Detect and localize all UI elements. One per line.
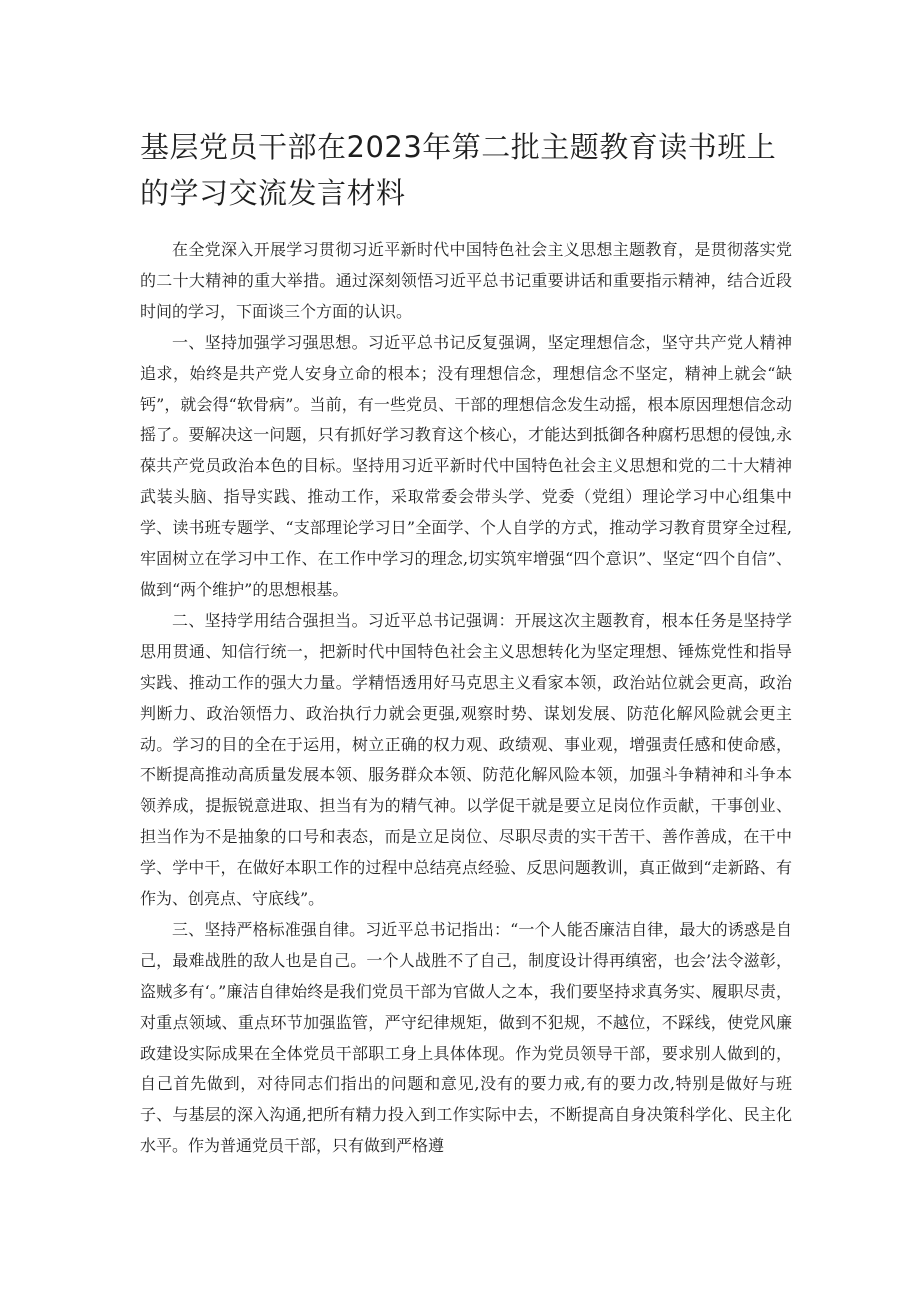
paragraph-section-1: 一、坚持加强学习强思想。习近平总书记反复强调，坚定理想信念，坚守共产党人精神追求，始终是共产党人安身立命的根本；没有理想信念，理想信念不坚定，精神上就会“缺钙”，就会得“软骨病”。当前，有一些党员、干部的理想信念发生动摇，根本原因理想信念动摇了。要解决这一问题，只有抓好学习教育这个核心，才能达到抵御各种腐朽思想的侵蚀,永葆共产党员政治本色的目标。坚持用习近平新时代中国特色社会主义思想和党的二十大精神武装头脑、指导实践、推动工作，采取常委会带头学、党委（党组）理论学习中心组集中学、读书班专题学、“支部理论学习日”全面学、个人自学的方式，推动学习教育贯穿全过程,牢固树立在学习中工作、在工作中学习的理念,切实筑牢增强“四个意识”、坚定“四个自信”、做到“两个维护”的思想根基。 [140,332,792,599]
paragraph-intro: 在全党深入开展学习贯彻习近平新时代中国特色社会主义思想主题教育，是贯彻落实党的二十大精神的重大举措。通过深刻领悟习近平总书记重要讲话和重要指示精神，结合近段时间的学习，下面谈三个方面的认识。 [140,240,792,321]
paragraph-section-2: 二、坚持学用结合强担当。习近平总书记强调：开展这次主题教育，根本任务是坚持学思用贯通、知信行统一，把新时代中国特色社会主义思想转化为坚定理想、锤炼党性和指导实践、推动工作的强大力量。学精悟透用好马克思主义看家本领，政治站位就会更高，政治判断力、政治领悟力、政治执行力就会更强,观察时势、谋划发展、防范化解风险就会更主动。学习的目的全在于运用，树立正确的权力观、政绩观、事业观，增强责任感和使命感，不断提高推动高质量发展本领、服务群众本领、防范化解风险本领，加强斗争精神和斗争本领养成，提振锐意进取、担当有为的精气神。以学促干就是要立足岗位作贡献，干事创业、担当作为不是抽象的口号和表态，而是立足岗位、尽职尽责的实干苦干、善作善成，在干中学、学中干，在做好本职工作的过程中总结亮点经验、反思问题教训，真正做到“走新路、有作为、创亮点、守底线”。 [140,610,792,909]
paragraph-section-3: 三、坚持严格标准强自律。习近平总书记指出：“一个人能否廉洁自律，最大的诱惑是自己，最难战胜的敌人也是自己。一个人战胜不了自己，制度设计得再缜密，也会’法令滋彰，盗贼多有‘。”廉洁自律始终是我们党员干部为官做人之本，我们要坚持求真务实、履职尽责，对重点领域、重点环节加强监管，严守纪律规矩，做到不犯规，不越位，不踩线，使党风廉政建设实际成果在全体党员干部职工身上具体体现。作为党员领导干部，要求别人做到的，自己首先做到，对待同志们指出的问题和意见,没有的要力戒,有的要力改,特别是做好与班子、与基层的深入沟通,把所有精力投入到工作实际中去，不断提高自身决策科学化、民主化水平。作为普通党员干部，只有做到严格遵 [140,919,792,1156]
document-body [140,235,792,1162]
document-title: 基层党员干部在2023年第二批主题教育读书班上的学习交流发言材料 [140,130,777,210]
